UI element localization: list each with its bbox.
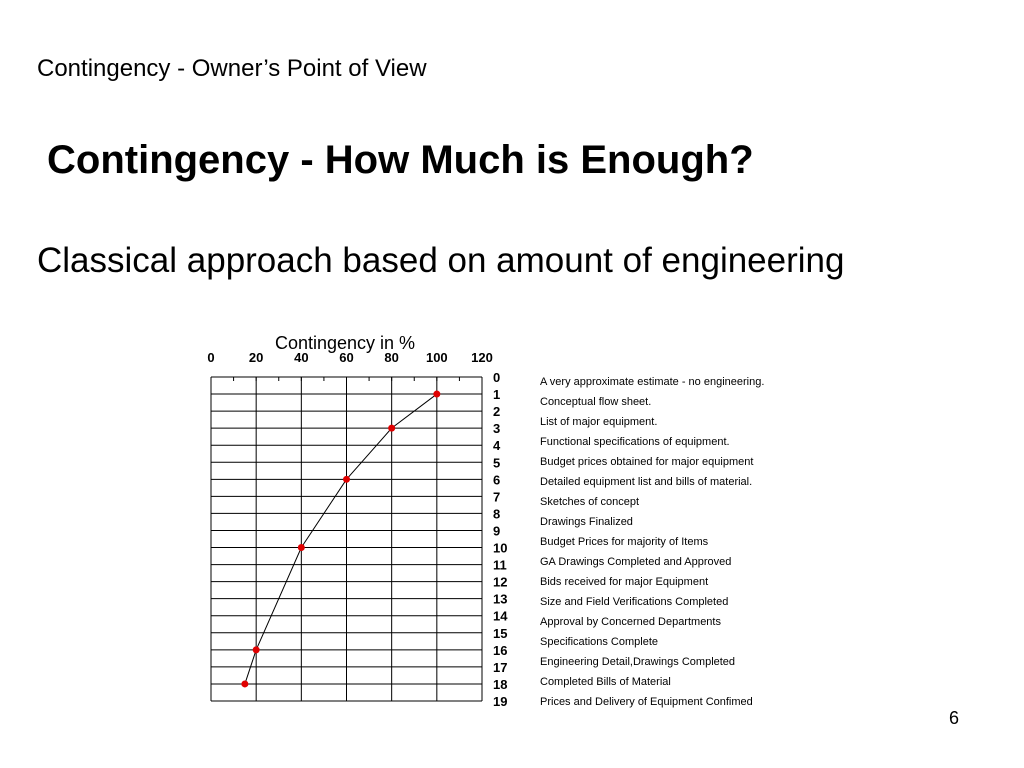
y-tick-label: 6 (493, 472, 501, 488)
data-point (298, 544, 305, 551)
y-tick-label: 8 (493, 506, 501, 522)
x-tick-label: 120 (471, 350, 493, 365)
x-tick-label: 100 (425, 350, 448, 365)
data-point (433, 391, 440, 398)
y-tick-label: 3 (493, 421, 501, 437)
data-point (343, 476, 350, 483)
row-description: Size and Field Verifications Completed (540, 596, 729, 608)
y-tick-label: 4 (493, 438, 501, 454)
row-description: Engineering Detail,Drawings Completed (540, 656, 736, 668)
data-point (388, 425, 395, 432)
row-description: Bids received for major Equipment (540, 576, 709, 588)
y-tick-label: 16 (493, 642, 508, 658)
x-tick-label: 20 (248, 350, 264, 365)
y-tick-label: 19 (493, 694, 508, 709)
row-description: Prices and Delivery of Equipment Confimed (540, 696, 753, 708)
y-tick-label: 7 (493, 489, 501, 505)
y-tick-label: 5 (493, 455, 501, 471)
y-tick-label: 17 (493, 659, 508, 675)
y-tick-label: 18 (493, 676, 508, 692)
y-tick-label: 12 (493, 574, 508, 590)
series-line (245, 394, 437, 684)
x-tick-label: 40 (294, 350, 309, 365)
row-description: GA Drawings Completed and Approved (540, 556, 732, 568)
x-tick-label: 80 (384, 350, 399, 365)
row-description: Budget Prices for majority of Items (540, 536, 709, 548)
slide-title: Contingency - How Much is Enough? (47, 138, 754, 182)
x-tick-label: 60 (339, 350, 354, 365)
y-tick-label: 9 (493, 523, 501, 539)
page-number: 6 (949, 708, 960, 728)
row-description: Conceptual flow sheet. (540, 396, 652, 408)
row-description: Approval by Concerned Departments (540, 616, 721, 628)
y-tick-label: 0 (493, 370, 501, 385)
y-tick-label: 11 (493, 557, 507, 573)
row-description: A very approximate estimate - no engineering. (540, 376, 765, 388)
row-description: Functional specifications of equipment. (540, 436, 730, 448)
y-tick-label: 2 (493, 404, 501, 420)
y-tick-label: 14 (493, 608, 508, 624)
data-point (241, 680, 248, 687)
slide-header: Contingency - Owner’s Point of View (37, 55, 427, 82)
y-tick-label: 15 (493, 625, 508, 641)
row-description: Budget prices obtained for major equipment (540, 456, 754, 468)
x-tick-label: 0 (207, 350, 215, 365)
row-description: Specifications Complete (540, 636, 659, 648)
row-description: Detailed equipment list and bills of material. (540, 476, 753, 488)
y-tick-label: 13 (493, 591, 508, 607)
slide-subtitle: Classical approach based on amount of engineering (37, 241, 845, 280)
row-description: Drawings Finalized (540, 516, 633, 528)
data-point (253, 646, 260, 653)
row-description: Sketches of concept (540, 496, 640, 508)
row-description: List of major equipment. (540, 416, 658, 428)
chart-title: Contingency in % (274, 333, 416, 353)
y-tick-label: 10 (493, 540, 508, 556)
row-description: Completed Bills of Material (540, 676, 671, 688)
y-tick-label: 1 (493, 387, 501, 403)
